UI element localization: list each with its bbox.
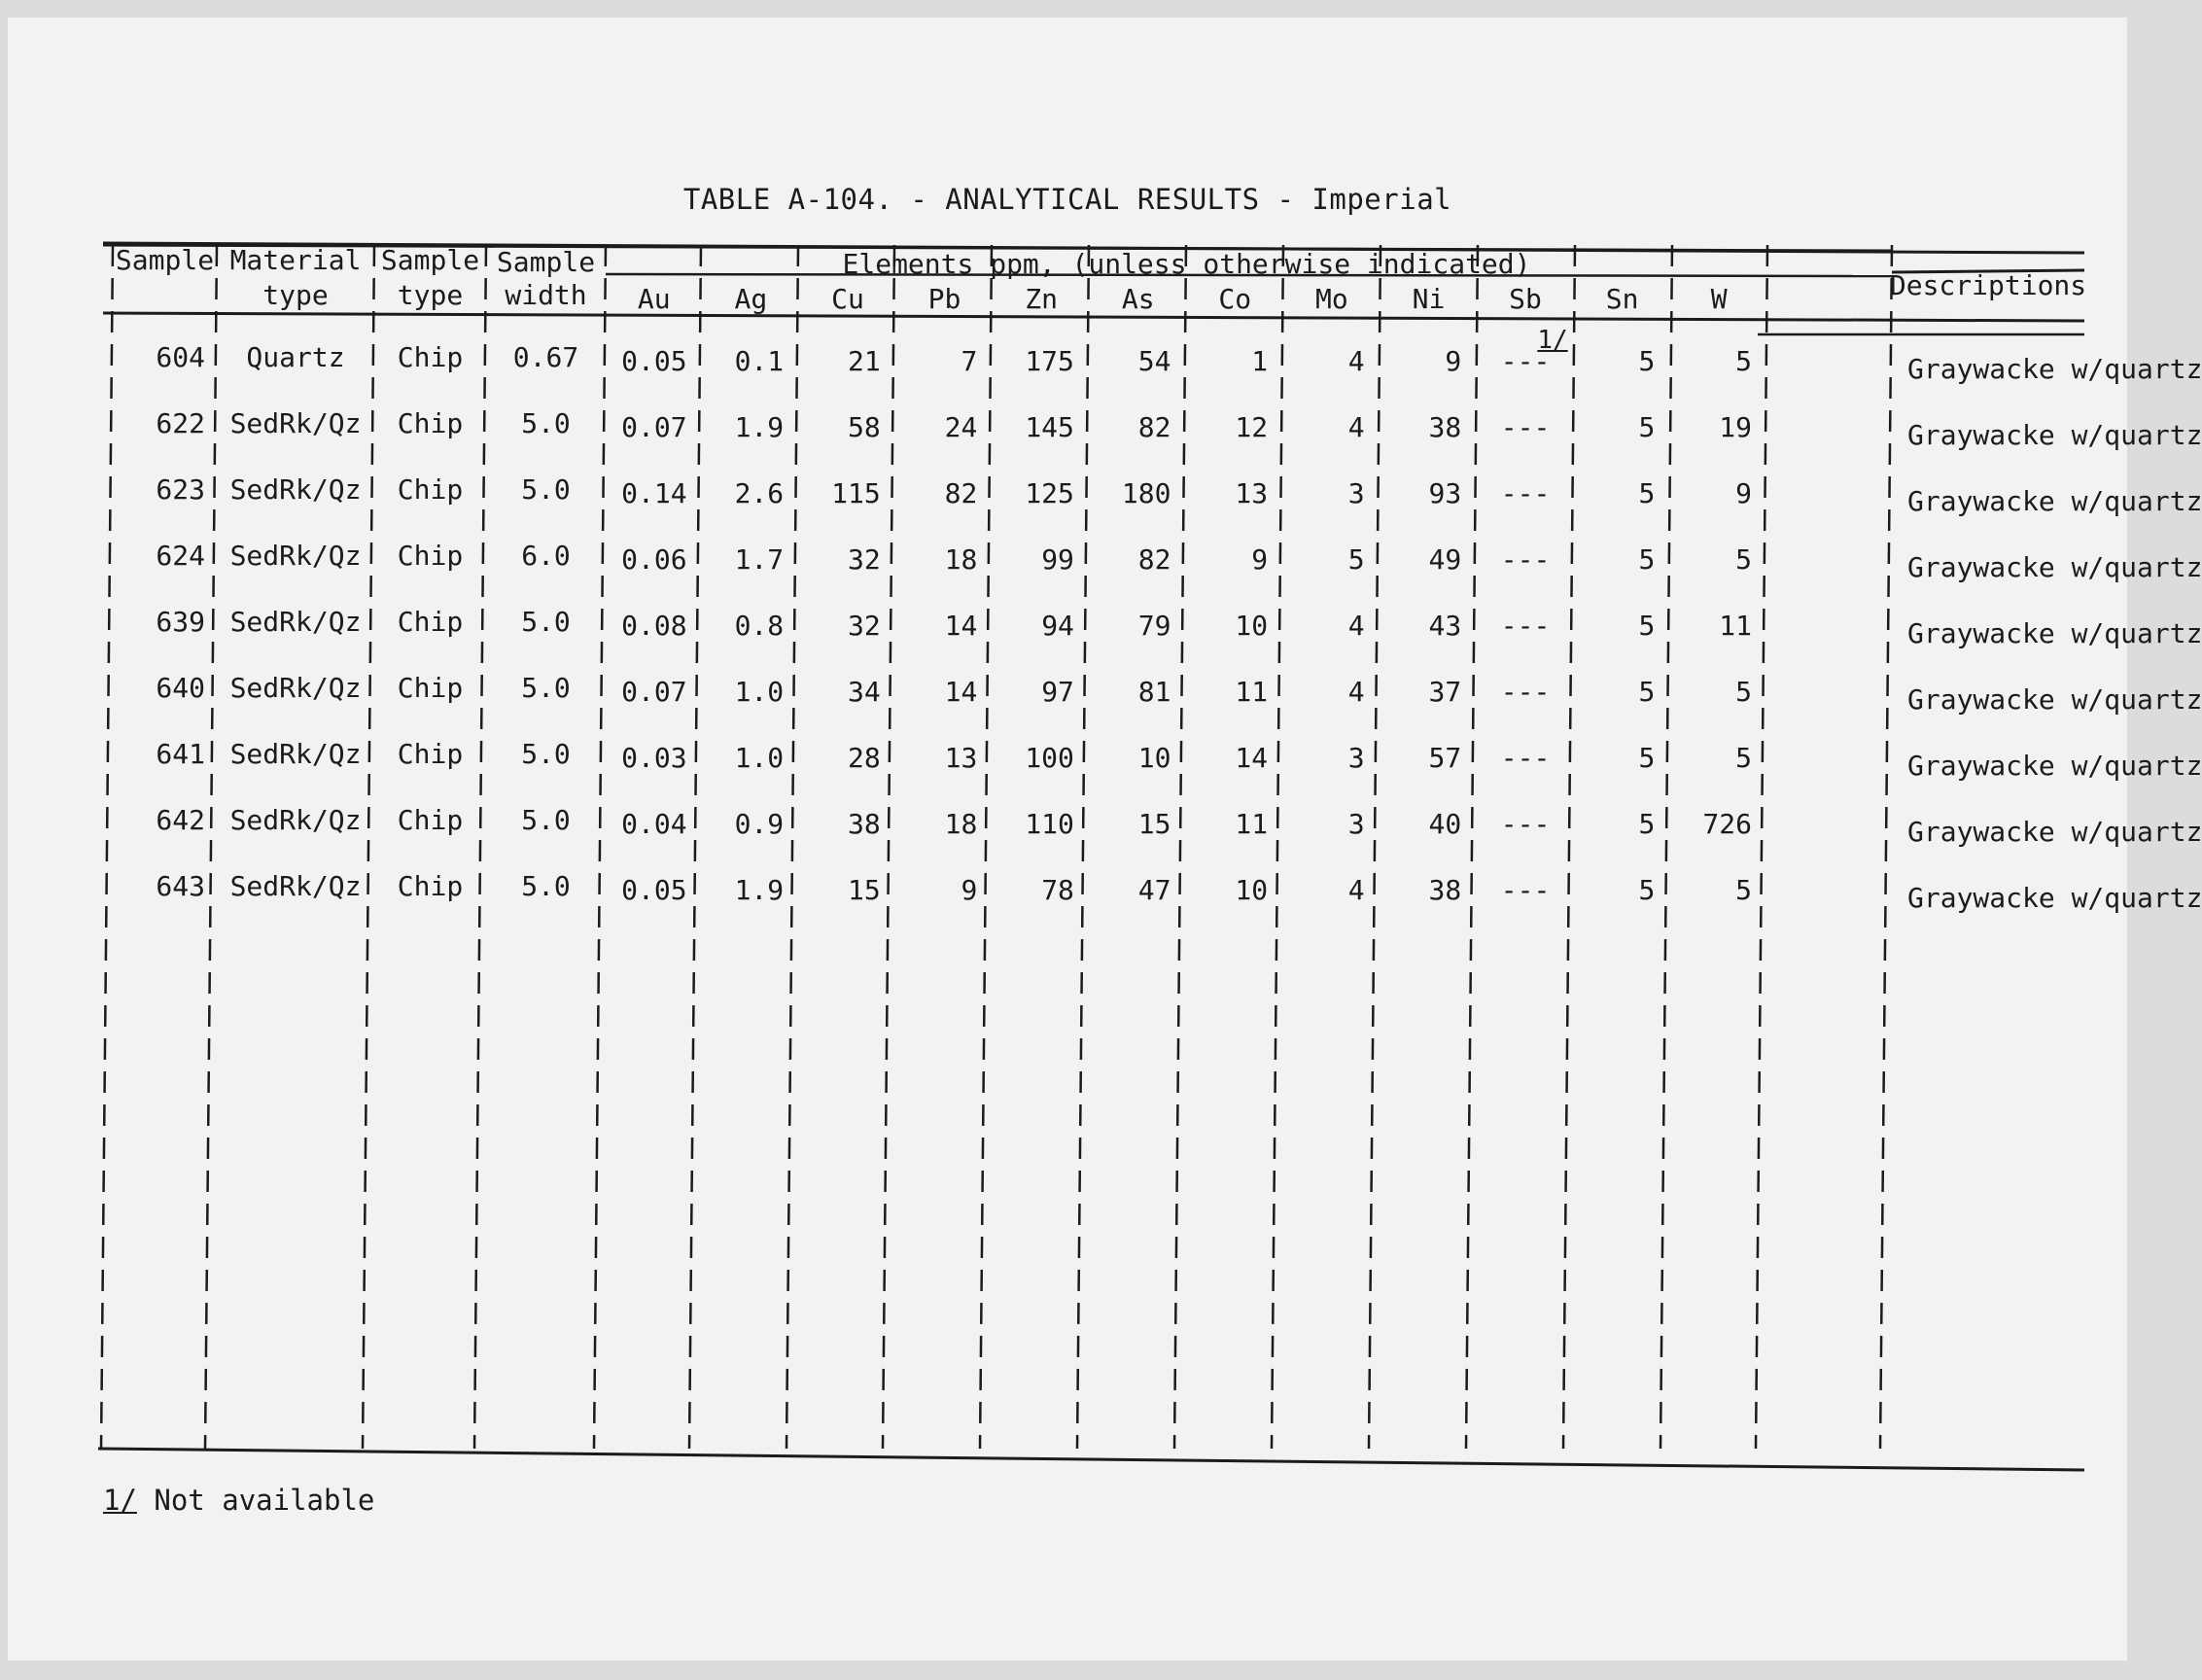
cell-material: SedRk/Qz	[229, 804, 362, 836]
cell-width: 5.0	[521, 804, 571, 836]
header-sample-type-type: type	[397, 279, 464, 311]
cell-sample: 641	[156, 738, 205, 770]
cell-description: Graywacke w/quartz	[1907, 551, 2202, 583]
cell-value-sb: ---	[1500, 676, 1551, 708]
cell-value-w: 5	[1735, 874, 1752, 906]
cell-value-cu: 34	[848, 676, 881, 708]
cell-value-as: 79	[1137, 610, 1171, 642]
cell-value-ag: 1.0	[734, 742, 785, 774]
cell-value-mo: 5	[1347, 543, 1365, 576]
cell-value-as: 10	[1137, 742, 1171, 774]
cell-value-mo: 4	[1347, 676, 1365, 708]
column-rule	[1174, 245, 1186, 1449]
cell-sample-type: Chip	[397, 738, 464, 770]
cell-value-ni: 93	[1428, 477, 1462, 509]
cell-value-sb: ---	[1500, 610, 1551, 642]
cell-value-pb: 82	[944, 477, 978, 509]
cell-value-pb: 18	[944, 543, 978, 576]
cell-value-sn: 5	[1638, 742, 1656, 774]
cell-sample: 622	[156, 407, 205, 439]
cell-description: Graywacke w/quartz	[1907, 419, 2202, 451]
cell-value-zn: 94	[1041, 610, 1074, 642]
header-descriptions: Descriptions	[1889, 269, 2087, 301]
column-rule	[1466, 245, 1478, 1449]
cell-value-au: 0.04	[621, 808, 687, 840]
header-element-sb: Sb	[1509, 283, 1542, 315]
cell-value-co: 11	[1235, 676, 1269, 708]
cell-material: SedRk/Qz	[229, 738, 362, 770]
cell-value-ag: 0.9	[734, 808, 785, 840]
column-rule	[594, 245, 606, 1449]
cell-value-mo: 3	[1347, 742, 1365, 774]
cell-value-zn: 125	[1025, 477, 1074, 509]
cell-value-cu: 115	[831, 477, 881, 509]
cell-material: SedRk/Qz	[229, 870, 362, 902]
column-rule	[1369, 245, 1381, 1449]
cell-value-ni: 40	[1428, 808, 1462, 840]
cell-value-ni: 49	[1428, 543, 1462, 576]
cell-width: 0.67	[512, 341, 579, 373]
cell-material: SedRk/Qz	[229, 407, 362, 439]
analytical-results-table	[86, 243, 2202, 1478]
cell-value-sn: 5	[1638, 345, 1656, 377]
header-sample-type: Sample	[380, 244, 480, 276]
cell-value-sb: ---	[1500, 874, 1551, 906]
cell-value-co: 9	[1251, 543, 1269, 576]
column-rule	[1660, 245, 1672, 1449]
cell-description: Graywacke w/quartz	[1907, 750, 2202, 782]
cell-value-co: 10	[1235, 610, 1269, 642]
cell-value-zn: 99	[1041, 543, 1074, 576]
cell-value-as: 82	[1137, 411, 1171, 443]
cell-value-co: 14	[1235, 742, 1269, 774]
cell-material: SedRk/Qz	[229, 473, 362, 506]
cell-value-ag: 1.0	[734, 676, 785, 708]
cell-value-au: 0.05	[621, 345, 687, 377]
cell-sample: 624	[156, 540, 205, 572]
cell-value-as: 81	[1137, 676, 1171, 708]
cell-value-mo: 4	[1347, 345, 1365, 377]
footnote	[103, 1484, 374, 1517]
cell-value-au: 0.07	[621, 411, 687, 443]
cell-value-cu: 15	[848, 874, 881, 906]
cell-value-mo: 4	[1347, 411, 1365, 443]
cell-value-sb: ---	[1500, 543, 1551, 576]
cell-value-as: 180	[1121, 477, 1171, 509]
cell-value-au: 0.03	[621, 742, 687, 774]
cell-sample-type: Chip	[397, 341, 464, 373]
cell-description: Graywacke w/quartz	[1907, 353, 2202, 385]
cell-value-pb: 7	[961, 345, 978, 377]
cell-sample-type: Chip	[397, 407, 464, 439]
cell-value-sn: 5	[1638, 411, 1656, 443]
cell-value-ag: 1.9	[734, 411, 785, 443]
table-rules	[86, 243, 2087, 1478]
cell-sample-type: Chip	[397, 672, 464, 704]
cell-value-w: 5	[1735, 345, 1752, 377]
column-rule	[1563, 245, 1575, 1449]
column-rule	[205, 245, 217, 1449]
group-header: Elements ppm, (unless otherwise indicated)	[842, 248, 1531, 280]
cell-value-cu: 38	[848, 808, 881, 840]
cell-value-pb: 14	[944, 610, 978, 642]
cell-material: SedRk/Qz	[229, 672, 362, 704]
cell-description: Graywacke w/quartz	[1907, 485, 2202, 517]
header-element-ni: Ni	[1412, 283, 1446, 315]
cell-value-as: 54	[1137, 345, 1171, 377]
cell-value-mo: 4	[1347, 874, 1365, 906]
cell-sample: 642	[156, 804, 205, 836]
cell-value-ni: 9	[1445, 345, 1462, 377]
cell-value-w: 726	[1702, 808, 1752, 840]
cell-value-w: 9	[1735, 477, 1752, 509]
cell-value-ni: 38	[1428, 874, 1462, 906]
column-rule	[101, 245, 113, 1449]
cell-value-au: 0.06	[621, 543, 687, 576]
cell-value-au: 0.07	[621, 676, 687, 708]
cell-sample-type: Chip	[397, 804, 464, 836]
cell-value-sb: ---	[1500, 411, 1551, 443]
cell-value-mo: 3	[1347, 477, 1365, 509]
cell-value-cu: 32	[848, 543, 881, 576]
cell-value-pb: 14	[944, 676, 978, 708]
cell-value-co: 11	[1235, 808, 1269, 840]
cell-value-sn: 5	[1638, 808, 1656, 840]
cell-value-pb: 9	[961, 874, 978, 906]
cell-value-cu: 21	[848, 345, 881, 377]
cell-value-co: 1	[1251, 345, 1269, 377]
footnote-text: Not available	[154, 1484, 375, 1517]
cell-description: Graywacke w/quartz	[1907, 882, 2202, 914]
cell-value-sb: ---	[1500, 808, 1551, 840]
cell-value-pb: 13	[944, 742, 978, 774]
cell-sample: 640	[156, 672, 205, 704]
header-material-type: type	[262, 279, 329, 311]
cell-value-zn: 78	[1041, 874, 1074, 906]
column-rule	[1272, 245, 1283, 1449]
header-element-co: Co	[1218, 283, 1252, 315]
cell-value-sb: ---	[1500, 742, 1551, 774]
cell-value-ag: 1.9	[734, 874, 785, 906]
header-element-as: As	[1121, 283, 1155, 315]
header-sample: Sample	[115, 244, 215, 276]
sb-footnote-mark: 1/	[1537, 326, 1568, 355]
table-bottom-rule	[98, 1449, 2084, 1470]
cell-value-ni: 43	[1428, 610, 1462, 642]
cell-sample-type: Chip	[397, 540, 464, 572]
cell-value-sn: 5	[1638, 543, 1656, 576]
cell-material: SedRk/Qz	[229, 540, 362, 572]
header-element-w: W	[1710, 283, 1728, 315]
cell-value-sb: ---	[1500, 345, 1551, 377]
cell-value-cu: 32	[848, 610, 881, 642]
cell-description: Graywacke w/quartz	[1907, 816, 2202, 848]
cell-width: 5.0	[521, 738, 571, 770]
cell-width: 5.0	[521, 672, 571, 704]
header-element-sn: Sn	[1605, 283, 1639, 315]
column-rule	[786, 245, 798, 1449]
cell-sample: 623	[156, 473, 205, 506]
cell-value-sn: 5	[1638, 676, 1656, 708]
header-bottom-rule	[103, 313, 2084, 321]
header-element-au: Au	[637, 283, 671, 315]
header-material: Material	[229, 244, 362, 276]
cell-value-au: 0.05	[621, 874, 687, 906]
column-rule	[980, 245, 992, 1449]
document-page	[8, 18, 2202, 1661]
cell-value-au: 0.08	[621, 610, 687, 642]
cell-description: Graywacke w/quartz	[1907, 683, 2202, 716]
table-title: TABLE A-104. - ANALYTICAL RESULTS - Imperial	[682, 183, 1452, 216]
cell-value-ag: 0.1	[734, 345, 785, 377]
cell-value-sn: 5	[1638, 610, 1656, 642]
column-rule	[1880, 245, 1892, 1449]
cell-value-w: 5	[1735, 742, 1752, 774]
cell-value-mo: 3	[1347, 808, 1365, 840]
cell-value-zn: 145	[1025, 411, 1074, 443]
cell-width: 5.0	[521, 606, 571, 638]
cell-value-w: 11	[1719, 610, 1752, 642]
cell-value-sn: 5	[1638, 874, 1656, 906]
cell-value-as: 82	[1137, 543, 1171, 576]
header-element-ag: Ag	[734, 283, 768, 315]
cell-value-w: 5	[1735, 543, 1752, 576]
header-element-cu: Cu	[831, 283, 864, 315]
cell-value-zn: 175	[1025, 345, 1074, 377]
column-rule	[1756, 245, 1767, 1449]
cell-value-ni: 38	[1428, 411, 1462, 443]
cell-value-au: 0.14	[621, 477, 687, 509]
column-rule	[474, 245, 486, 1449]
cell-value-zn: 110	[1025, 808, 1074, 840]
header-width: Sample	[496, 246, 596, 278]
cell-value-zn: 100	[1025, 742, 1074, 774]
cell-width: 6.0	[521, 540, 571, 572]
cell-value-ag: 0.8	[734, 610, 785, 642]
cell-value-ni: 37	[1428, 676, 1462, 708]
cell-value-cu: 28	[848, 742, 881, 774]
cell-value-mo: 4	[1347, 610, 1365, 642]
cell-sample-type: Chip	[397, 870, 464, 902]
column-rule	[363, 245, 374, 1449]
column-rule	[1077, 245, 1089, 1449]
cell-sample-type: Chip	[397, 606, 464, 638]
cell-value-co: 13	[1235, 477, 1269, 509]
cell-material: SedRk/Qz	[229, 606, 362, 638]
cell-value-ni: 57	[1428, 742, 1462, 774]
cell-sample: 604	[156, 341, 205, 373]
cell-sample-type: Chip	[397, 473, 464, 506]
cell-sample: 643	[156, 870, 205, 902]
cell-value-zn: 97	[1041, 676, 1074, 708]
cell-value-pb: 24	[944, 411, 978, 443]
cell-value-w: 19	[1719, 411, 1752, 443]
cell-sample: 639	[156, 606, 205, 638]
cell-value-co: 12	[1235, 411, 1269, 443]
cell-value-co: 10	[1235, 874, 1269, 906]
cell-value-sn: 5	[1638, 477, 1656, 509]
cell-width: 5.0	[521, 870, 571, 902]
cell-value-sb: ---	[1500, 477, 1551, 509]
header-width-width: width	[505, 279, 587, 311]
column-rule	[689, 245, 701, 1449]
cell-value-pb: 18	[944, 808, 978, 840]
cell-value-ag: 1.7	[734, 543, 785, 576]
header-element-zn: Zn	[1025, 283, 1058, 315]
cell-width: 5.0	[521, 407, 571, 439]
footnote-mark: 1/	[103, 1484, 137, 1517]
header-element-pb: Pb	[927, 283, 961, 315]
column-rule	[883, 245, 894, 1449]
cell-value-w: 5	[1735, 676, 1752, 708]
cell-value-cu: 58	[848, 411, 881, 443]
cell-value-as: 47	[1137, 874, 1171, 906]
cell-material: Quartz	[246, 341, 345, 373]
cell-width: 5.0	[521, 473, 571, 506]
header-element-mo: Mo	[1315, 283, 1348, 315]
cell-value-ag: 2.6	[734, 477, 785, 509]
cell-description: Graywacke w/quartz	[1907, 617, 2202, 649]
cell-value-as: 15	[1137, 808, 1171, 840]
